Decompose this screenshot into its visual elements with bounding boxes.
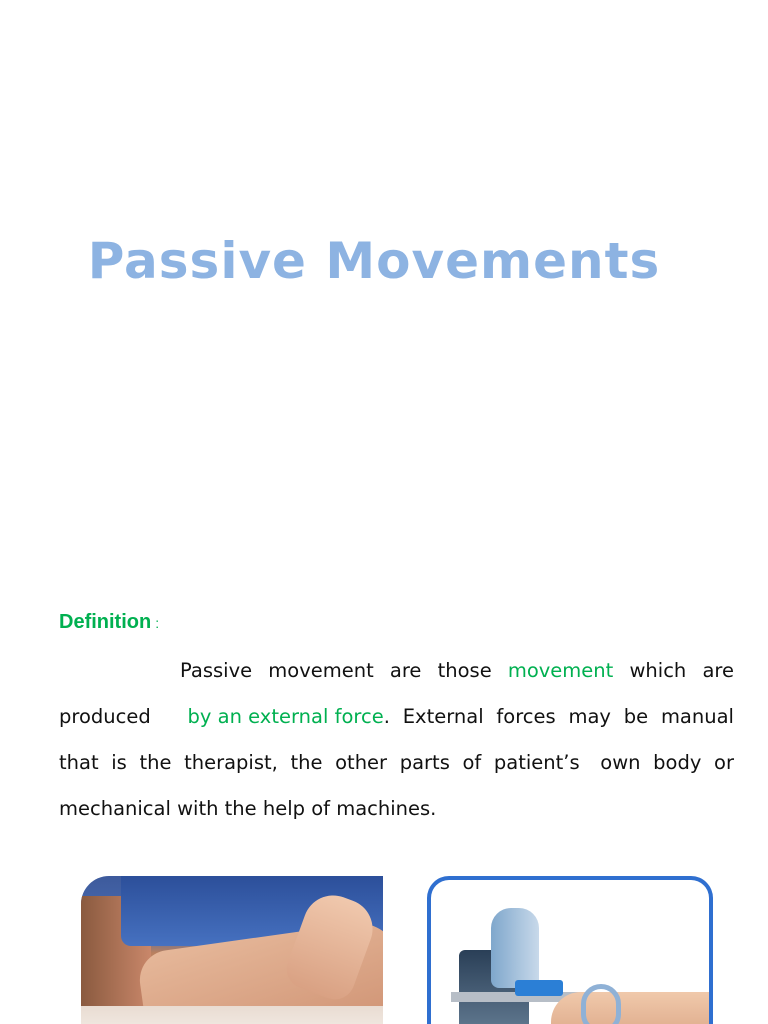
paragraph-line-4: mechanical with the help of machines.	[59, 797, 437, 820]
word: manual	[660, 705, 734, 728]
word: the	[290, 751, 323, 774]
definition-colon: :	[155, 615, 160, 631]
floor-shape	[81, 1006, 383, 1024]
paragraph-line-3	[59, 740, 734, 786]
paragraph-line-2	[59, 694, 734, 740]
leg-shape	[551, 992, 711, 1024]
word: be	[623, 705, 649, 728]
word: of	[462, 751, 482, 774]
word: External	[402, 705, 484, 728]
cpm-machine-photo	[427, 876, 713, 1024]
foot-support-shape	[491, 908, 539, 988]
highlight-movement: movement	[507, 659, 614, 682]
page-title: Passive Movements	[87, 232, 661, 290]
word: is	[111, 751, 127, 774]
word: own	[600, 751, 641, 774]
word: that	[59, 751, 99, 774]
word: movement	[268, 659, 374, 682]
definition-paragraph	[59, 648, 734, 832]
word: which	[629, 659, 687, 682]
word: Passive	[180, 659, 253, 682]
word: or	[714, 751, 734, 774]
manual-passive-movement-photo	[81, 876, 383, 1024]
definition-label: Definition	[59, 611, 152, 633]
word: body	[653, 751, 702, 774]
word: the	[139, 751, 172, 774]
word: are	[702, 659, 734, 682]
paragraph-line-1	[59, 648, 734, 694]
word: .	[383, 705, 390, 728]
word: produced	[59, 705, 151, 728]
word: forces	[496, 705, 556, 728]
strap-shape	[581, 984, 621, 1024]
word: those	[437, 659, 492, 682]
word: patient’s	[493, 751, 580, 774]
highlight-external-force: by an external force	[187, 705, 384, 728]
machine-label-shape	[515, 980, 563, 996]
word: other	[335, 751, 388, 774]
word: may	[568, 705, 611, 728]
definition-heading	[59, 611, 159, 634]
word: are	[389, 659, 422, 682]
word: therapist,	[184, 751, 278, 774]
word: parts	[399, 751, 450, 774]
